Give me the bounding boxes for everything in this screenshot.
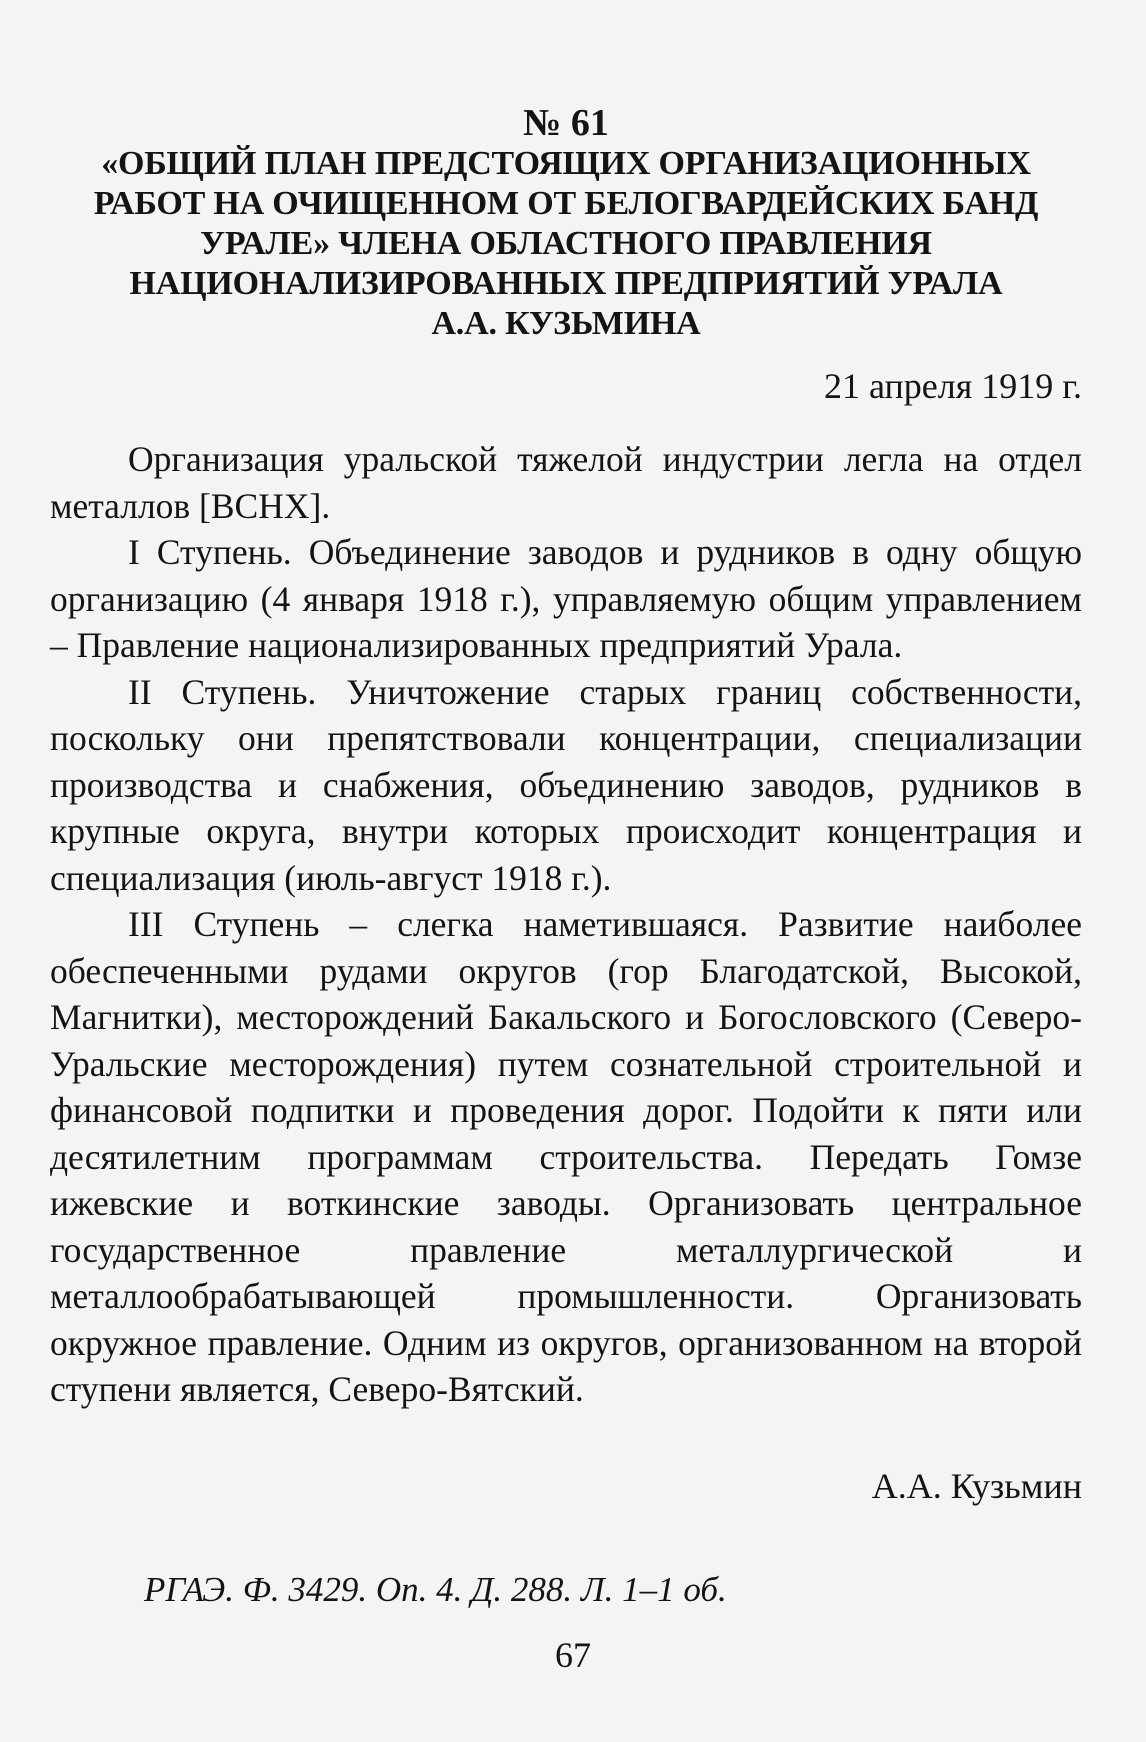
title-line: НАЦИОНАЛИЗИРОВАННЫХ ПРЕДПРИЯТИЙ УРАЛА [129,265,1003,302]
body-paragraph: I Ступень. Объединение заводов и рудников в одну общую организацию (4 января 1918 г.), управляемую общим управлением – Правление национализированных предприятий Урала. [50,532,1082,665]
title-line: РАБОТ НА ОЧИЩЕННОМ ОТ БЕЛОГВАРДЕЙСКИХ БАНД [93,185,1039,222]
title-line: «ОБЩИЙ ПЛАН ПРЕДСТОЯЩИХ ОРГАНИЗАЦИОННЫХ [101,145,1031,182]
body-paragraph: III Ступень – слегка наметившаяся. Развитие наиболее обеспеченными рудами округов (гор Благодатской, Высокой, Магнитки), месторождений Бакальского и Богословского (Северо-Уральские месторождения) путем сознательной строительной и финансовой подпитки и проведения дорог. Подойти к пяти или десятилетним программам строительства. Передать Гомзе ижевские и воткинские заводы. Организовать центральное государственное правление металлургической и металлообрабатывающей промышленности. Организовать окружное правление. Одним из округов, организованном на второй ступени является, Северо-Вятский. [50,904,1082,1409]
page-number: 67 [555,1635,591,1675]
title-line: А.А. КУЗЬМИНА [431,305,701,342]
body-paragraph: Организация уральской тяжелой индустрии легла на отдел металлов [ВСНХ]. [50,439,1082,526]
archive-reference: РГАЭ. Ф. 3429. Оп. 4. Д. 288. Л. 1–1 об. [144,1569,727,1609]
document-text-block [50,102,1082,1613]
signature: А.А. Кузьмин [871,1465,1082,1506]
body-paragraph: II Ступень. Уничтожение старых границ собственности, поскольку они препятствовали концентрации, специализации производства и снабжения, объединению заводов, рудников в крупные округа, внутри которых происходит концентрация и специализация (июль-август 1918 г.). [50,671,1082,898]
document-body [50,436,1082,1413]
document-number: № 61 [523,102,609,144]
document-title [50,144,1082,344]
title-line: УРАЛЕ» ЧЛЕНА ОБЛАСТНОГО ПРАВЛЕНИЯ [200,225,932,262]
document-date: 21 апреля 1919 г. [824,366,1082,406]
